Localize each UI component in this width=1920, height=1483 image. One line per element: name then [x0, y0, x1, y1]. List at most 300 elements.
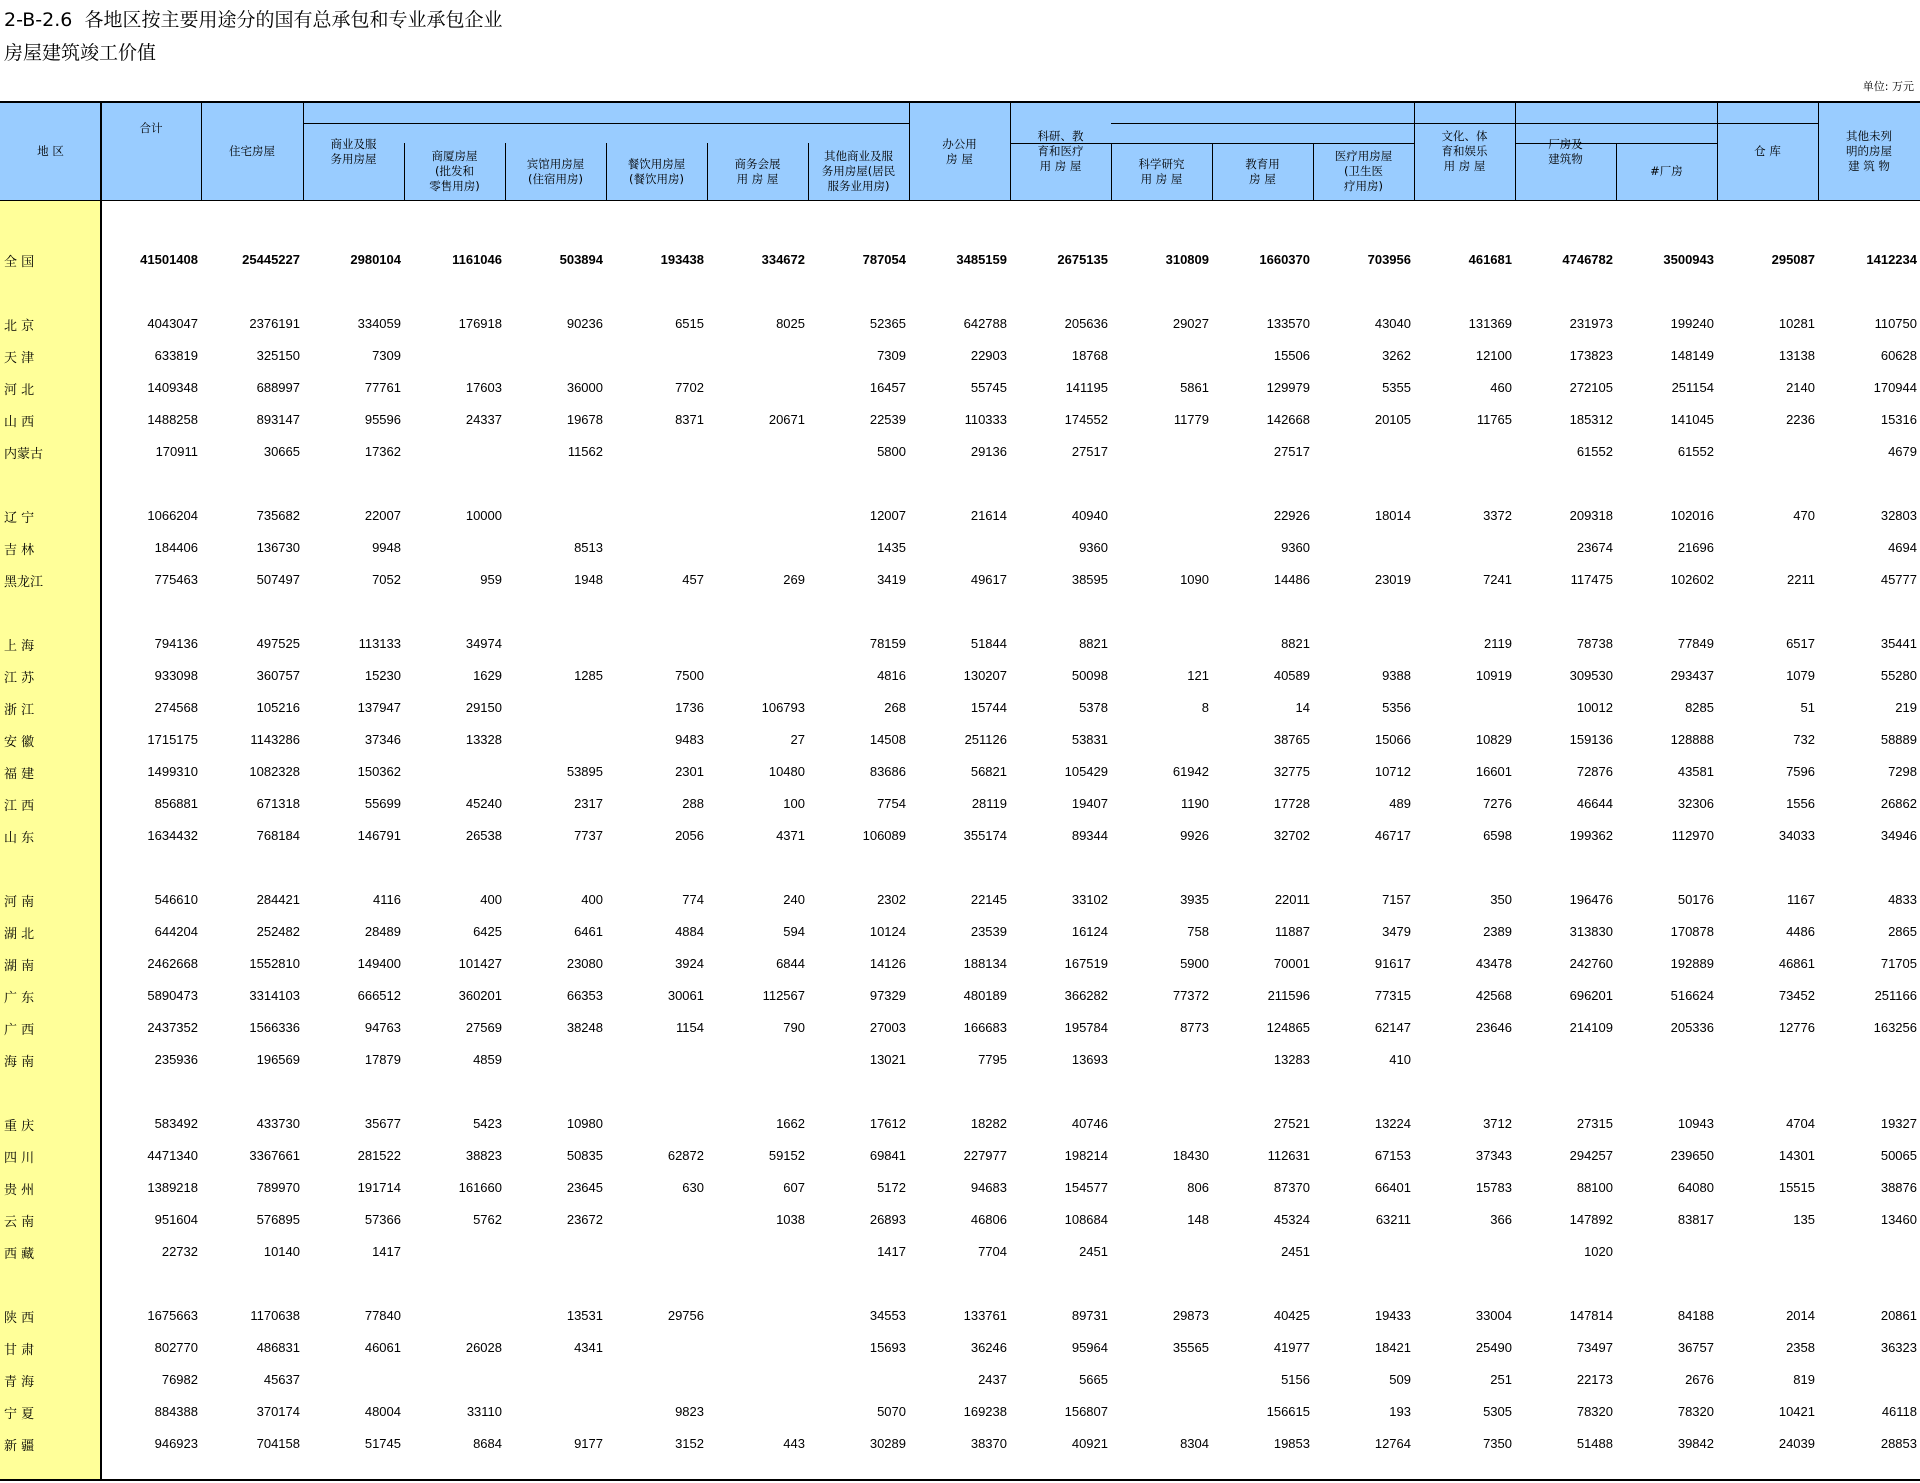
table-cell: 149400 — [357, 956, 401, 971]
table-cell: 3712 — [1483, 1116, 1512, 1131]
table-cell: 32306 — [1677, 796, 1714, 811]
table-cell: 112631 — [1267, 1148, 1310, 1163]
table-cell: 27 — [790, 732, 805, 747]
table-cell: 15783 — [1475, 1180, 1512, 1195]
region-name: 青 海 — [4, 1374, 35, 1390]
table-cell: 45324 — [1273, 1212, 1310, 1227]
table-cell — [707, 378, 805, 398]
table-cell: 1154 — [676, 1020, 704, 1035]
table-cell — [606, 1338, 704, 1358]
table-cell: 789970 — [256, 1180, 300, 1195]
region-name: 福 建 — [4, 766, 35, 782]
table-cell: 666512 — [357, 988, 401, 1003]
table-cell — [1313, 1242, 1411, 1262]
table-cell: 25445227 — [242, 252, 300, 267]
table-cell: 9823 — [675, 1404, 704, 1419]
table-cell — [707, 1338, 805, 1358]
table-cell: 775463 — [154, 572, 198, 587]
table-cell: 14486 — [1273, 572, 1310, 587]
row-region-label — [0, 1018, 100, 1038]
table-cell: 95964 — [1071, 1340, 1108, 1355]
table-cell: 576895 — [256, 1212, 300, 1227]
column-header: 科学研究 用 房 屋 — [1138, 156, 1185, 186]
row-region-label — [0, 506, 100, 526]
table-cell: 2317 — [574, 796, 603, 811]
table-cell: 4471340 — [147, 1148, 198, 1163]
table-cell: 136730 — [256, 540, 300, 555]
table-cell: 22926 — [1273, 508, 1310, 523]
table-cell: 76982 — [161, 1372, 198, 1387]
table-cell: 231973 — [1569, 316, 1613, 331]
row-region-label — [0, 410, 100, 430]
table-cell: 11562 — [567, 444, 603, 459]
table-cell: 46861 — [1778, 956, 1815, 971]
table-cell: 5355 — [1382, 380, 1411, 395]
table-cell: 108684 — [1064, 1212, 1108, 1227]
table-cell: 334059 — [357, 316, 401, 331]
table-cell — [1111, 634, 1209, 654]
table-cell: 2236 — [1786, 412, 1815, 427]
table-cell: 15515 — [1778, 1180, 1815, 1195]
table-cell — [1616, 1242, 1714, 1262]
table-cell: 294257 — [1569, 1148, 1613, 1163]
table-cell: 2140 — [1786, 380, 1815, 395]
table-cell: 51745 — [364, 1436, 401, 1451]
table-cell: 9948 — [372, 540, 401, 555]
table-cell: 1629 — [473, 668, 502, 683]
table-cell: 1020 — [1584, 1244, 1613, 1259]
table-cell: 10124 — [869, 924, 906, 939]
table-cell: 7309 — [372, 348, 401, 363]
table-cell: 43581 — [1677, 764, 1714, 779]
table-cell: 946923 — [154, 1436, 198, 1451]
table-cell: 27517 — [1071, 444, 1108, 459]
table-cell — [404, 538, 502, 558]
table-cell: 61552 — [1576, 444, 1613, 459]
table-cell: 7309 — [877, 348, 906, 363]
table-cell: 133761 — [963, 1308, 1007, 1323]
table-cell: 269 — [783, 572, 805, 587]
table-cell: 105429 — [1064, 764, 1108, 779]
table-cell: 7350 — [1483, 1436, 1512, 1451]
table-cell: 30061 — [667, 988, 704, 1003]
table-cell: 8773 — [1180, 1020, 1209, 1035]
table-cell: 51488 — [1576, 1436, 1613, 1451]
table-cell: 100 — [783, 796, 805, 811]
table-cell: 8821 — [1281, 636, 1310, 651]
table-cell: 199240 — [1670, 316, 1714, 331]
table-cell: 13021 — [869, 1052, 906, 1067]
row-region-label — [0, 1370, 100, 1390]
table-cell: 2376191 — [249, 316, 300, 331]
row-region-label — [0, 1210, 100, 1230]
table-cell: 196569 — [256, 1052, 300, 1067]
table-cell: 2462668 — [147, 956, 198, 971]
region-name: 辽 宁 — [4, 510, 35, 526]
table-cell: 355174 — [963, 828, 1007, 843]
table-cell: 6517 — [1786, 636, 1815, 651]
column-header: 合计 — [139, 120, 163, 135]
table-cell: 8821 — [1079, 636, 1108, 651]
table-cell: 1634432 — [147, 828, 198, 843]
table-cell: 22173 — [1576, 1372, 1613, 1387]
table-cell: 15316 — [1880, 412, 1917, 427]
table-cell: 5423 — [473, 1116, 502, 1131]
row-region-label — [0, 1434, 100, 1454]
table-cell: 101427 — [458, 956, 502, 971]
table-cell: 7241 — [1483, 572, 1512, 587]
table-cell: 27315 — [1576, 1116, 1613, 1131]
table-cell: 1409348 — [147, 380, 198, 395]
table-cell: 199362 — [1569, 828, 1613, 843]
row-region-label — [0, 986, 100, 1006]
table-cell: 933098 — [154, 668, 198, 683]
table-cell: 89731 — [1071, 1308, 1108, 1323]
table-cell — [1616, 1050, 1714, 1070]
table-cell: 10140 — [263, 1244, 300, 1259]
table-cell — [707, 1242, 805, 1262]
table-cell: 12776 — [1778, 1020, 1815, 1035]
region-separator — [100, 103, 102, 1479]
table-cell: 1190 — [1181, 796, 1209, 811]
table-cell — [1717, 442, 1815, 462]
table-cell: 33110 — [466, 1404, 502, 1419]
table-cell: 5900 — [1180, 956, 1209, 971]
table-cell — [1111, 1050, 1209, 1070]
table-cell: 16457 — [869, 380, 906, 395]
table-cell: 36757 — [1677, 1340, 1714, 1355]
table-cell: 9388 — [1382, 668, 1411, 683]
table-bottom-border — [0, 1479, 1920, 1481]
table-cell: 7704 — [978, 1244, 1007, 1259]
table-cell: 6598 — [1483, 828, 1512, 843]
table-cell: 480189 — [963, 988, 1007, 1003]
row-region-label — [0, 762, 100, 782]
table-cell — [505, 1402, 603, 1422]
column-header: 其他未列 明的房屋 建 筑 物 — [1846, 129, 1892, 173]
table-cell — [404, 1370, 502, 1390]
table-cell: 1556 — [1786, 796, 1815, 811]
table-cell: 95596 — [364, 412, 401, 427]
column-header: 科研、教 育和医疗 用 房 屋 — [1037, 129, 1084, 173]
table-cell: 27569 — [465, 1020, 502, 1035]
table-cell: 113133 — [358, 636, 401, 651]
table-cell: 10829 — [1475, 732, 1512, 747]
table-cell: 15066 — [1374, 732, 1411, 747]
table-cell: 10980 — [566, 1116, 603, 1131]
row-region-label — [0, 730, 100, 750]
table-cell: 169238 — [963, 1404, 1007, 1419]
table-cell: 23674 — [1576, 540, 1613, 555]
table-cell: 516624 — [1670, 988, 1714, 1003]
table-cell: 310809 — [1165, 252, 1209, 267]
table-cell: 184406 — [154, 540, 198, 555]
region-name: 浙 江 — [4, 702, 35, 718]
table-cell: 56821 — [970, 764, 1007, 779]
table-cell: 4679 — [1888, 444, 1917, 459]
table-cell: 27517 — [1273, 444, 1310, 459]
table-cell: 18768 — [1071, 348, 1108, 363]
region-name: 山 东 — [4, 830, 35, 846]
table-cell: 457 — [682, 572, 704, 587]
table-cell: 293437 — [1670, 668, 1714, 683]
table-cell: 38765 — [1273, 732, 1310, 747]
column-header: 仓 库 — [1754, 144, 1781, 158]
table-cell: 8304 — [1180, 1436, 1209, 1451]
table-cell: 133570 — [1266, 316, 1310, 331]
table-cell: 102602 — [1670, 572, 1714, 587]
table-cell — [1313, 634, 1411, 654]
table-cell: 33102 — [1071, 892, 1108, 907]
table-cell — [1414, 698, 1512, 718]
table-cell — [1313, 442, 1411, 462]
table-cell: 41501408 — [140, 252, 198, 267]
table-cell: 4746782 — [1562, 252, 1613, 267]
region-name: 天 津 — [4, 350, 35, 366]
table-cell: 2865 — [1888, 924, 1917, 939]
table-cell: 3314103 — [249, 988, 300, 1003]
table-cell — [707, 1402, 805, 1422]
table-cell — [1414, 442, 1512, 462]
table-cell: 219 — [1895, 700, 1917, 715]
table-cell: 46118 — [1881, 1404, 1917, 1419]
table-cell: 29027 — [1172, 316, 1209, 331]
table-cell: 509 — [1389, 1372, 1411, 1387]
table-cell: 5890473 — [147, 988, 198, 1003]
table-cell: 154577 — [1064, 1180, 1108, 1195]
table-cell: 13328 — [465, 732, 502, 747]
table-cell: 78320 — [1576, 1404, 1613, 1419]
table-cell: 1285 — [574, 668, 603, 683]
table-cell: 2389 — [1483, 924, 1512, 939]
table-cell: 77849 — [1677, 636, 1714, 651]
column-header: 教育用 房 屋 — [1245, 156, 1280, 186]
table-cell: 20671 — [768, 412, 805, 427]
table-cell: 40746 — [1071, 1116, 1108, 1131]
table-cell: 34553 — [869, 1308, 906, 1323]
column-header: 地 区 — [37, 144, 64, 158]
table-cell: 29756 — [667, 1308, 704, 1323]
table-cell: 5070 — [877, 1404, 906, 1419]
table-cell: 19327 — [1880, 1116, 1917, 1131]
table-cell: 30665 — [263, 444, 300, 459]
table-cell: 410 — [1389, 1052, 1411, 1067]
table-cell: 28119 — [971, 796, 1007, 811]
table-cell: 10712 — [1374, 764, 1411, 779]
table-cell — [1414, 538, 1512, 558]
row-region-label — [0, 378, 100, 398]
table-cell: 70001 — [1273, 956, 1310, 971]
table-cell: 17603 — [465, 380, 502, 395]
table-cell: 45240 — [465, 796, 502, 811]
table-cell: 193438 — [660, 252, 704, 267]
table-cell: 23539 — [970, 924, 1007, 939]
column-header: 厂房及 建筑物 — [1548, 136, 1583, 166]
table-cell — [1414, 1050, 1512, 1070]
table-cell: 1412234 — [1866, 252, 1917, 267]
table-cell: 4884 — [675, 924, 704, 939]
row-region-label — [0, 1242, 100, 1262]
table-cell: 9177 — [574, 1436, 603, 1451]
table-cell: 106793 — [761, 700, 805, 715]
table-cell: 1552810 — [249, 956, 300, 971]
table-cell: 3419 — [877, 572, 906, 587]
table-cell — [606, 1114, 704, 1134]
table-cell: 268 — [884, 700, 906, 715]
column-header: 商厦房屋 (批发和 零售用房) — [429, 149, 480, 193]
table-cell: 61942 — [1172, 764, 1209, 779]
region-name: 全 国 — [4, 254, 35, 270]
region-name: 吉 林 — [4, 542, 35, 558]
table-cell: 633819 — [154, 348, 198, 363]
table-cell: 110750 — [1874, 316, 1917, 331]
table-cell: 19853 — [1273, 1436, 1310, 1451]
table-cell: 2675135 — [1057, 252, 1108, 267]
table-cell: 5172 — [877, 1180, 906, 1195]
table-cell: 50098 — [1071, 668, 1108, 683]
table-cell: 45637 — [263, 1372, 300, 1387]
table-cell: 3367661 — [249, 1148, 300, 1163]
table-cell: 7157 — [1382, 892, 1411, 907]
region-name: 上 海 — [4, 638, 35, 654]
table-cell: 73497 — [1576, 1340, 1613, 1355]
table-cell — [505, 506, 603, 526]
table-cell: 2451 — [1281, 1244, 1310, 1259]
region-name: 宁 夏 — [4, 1406, 35, 1422]
table-cell: 129979 — [1266, 380, 1310, 395]
table-cell: 46061 — [364, 1340, 401, 1355]
table-cell: 211596 — [1267, 988, 1310, 1003]
table-cell: 370174 — [256, 1404, 300, 1419]
table-cell: 52365 — [869, 316, 906, 331]
table-cell — [505, 1050, 603, 1070]
table-cell — [505, 698, 603, 718]
table-cell — [707, 506, 805, 526]
table-cell: 21614 — [970, 508, 1007, 523]
table-cell: 87370 — [1273, 1180, 1310, 1195]
row-region-label — [0, 666, 100, 686]
table-cell: 7702 — [675, 380, 704, 395]
table-cell: 8684 — [473, 1436, 502, 1451]
table-cell: 94763 — [364, 1020, 401, 1035]
table-cell: 192889 — [1670, 956, 1714, 971]
table-cell: 61552 — [1677, 444, 1714, 459]
table-cell: 28853 — [1880, 1436, 1917, 1451]
table-cell: 295087 — [1771, 252, 1815, 267]
table-cell: 24039 — [1778, 1436, 1815, 1451]
region-name: 湖 南 — [4, 958, 35, 974]
table-cell: 2302 — [877, 892, 906, 907]
table-cell: 23019 — [1374, 572, 1411, 587]
table-cell: 173823 — [1569, 348, 1613, 363]
table-cell: 17728 — [1273, 796, 1310, 811]
table-cell: 23080 — [566, 956, 603, 971]
table-cell: 19407 — [1071, 796, 1108, 811]
table-cell: 146791 — [357, 828, 401, 843]
table-cell: 503894 — [559, 252, 603, 267]
table-cell: 5861 — [1180, 380, 1209, 395]
table-cell: 2211 — [1787, 572, 1815, 587]
table-cell: 17612 — [869, 1116, 906, 1131]
table-cell — [1111, 538, 1209, 558]
table-cell: 59152 — [768, 1148, 805, 1163]
table-cell: 148 — [1187, 1212, 1209, 1227]
table-cell: 4341 — [574, 1340, 603, 1355]
column-header: #厂房 — [1650, 164, 1683, 178]
table-cell: 166683 — [963, 1020, 1007, 1035]
region-name: 黑龙江 — [4, 574, 44, 590]
table-cell — [404, 1242, 502, 1262]
table-title-line2: 房屋建筑竣工价值 — [4, 42, 157, 64]
table-cell: 4043047 — [147, 316, 198, 331]
table-cell: 53831 — [1071, 732, 1108, 747]
table-cell: 37346 — [364, 732, 401, 747]
table-cell: 4859 — [473, 1052, 502, 1067]
table-cell: 489 — [1389, 796, 1411, 811]
row-region-label — [0, 314, 100, 334]
table-cell: 46806 — [970, 1212, 1007, 1227]
table-cell: 17879 — [364, 1052, 401, 1067]
table-cell: 8285 — [1685, 700, 1714, 715]
column-header: 宾馆用房屋 (住宿用房) — [526, 156, 585, 186]
table-cell — [1111, 1402, 1209, 1422]
table-cell: 15506 — [1273, 348, 1310, 363]
table-cell: 38595 — [1071, 572, 1108, 587]
table-cell: 15744 — [970, 700, 1007, 715]
row-region-label — [0, 890, 100, 910]
unit-label: 单位: 万元 — [1862, 80, 1914, 93]
table-cell: 2301 — [675, 764, 704, 779]
table-cell: 23645 — [566, 1180, 603, 1195]
table-cell: 9360 — [1281, 540, 1310, 555]
table-cell: 3479 — [1382, 924, 1411, 939]
region-name: 新 疆 — [4, 1438, 35, 1454]
table-cell: 32775 — [1273, 764, 1310, 779]
region-name: 河 北 — [4, 382, 35, 398]
row-region-label — [0, 922, 100, 942]
table-cell — [505, 1242, 603, 1262]
table-cell — [404, 346, 502, 366]
table-cell: 89344 — [1071, 828, 1108, 843]
table-cell: 26862 — [1880, 796, 1917, 811]
table-cell: 7052 — [372, 572, 401, 587]
table-cell: 22732 — [161, 1244, 198, 1259]
table-cell — [606, 1210, 704, 1230]
table-cell: 130207 — [963, 668, 1007, 683]
table-cell: 350 — [1490, 892, 1512, 907]
table-cell: 284421 — [256, 892, 300, 907]
table-cell: 893147 — [256, 412, 300, 427]
table-cell: 1715175 — [147, 732, 198, 747]
table-cell — [606, 506, 704, 526]
table-cell: 150362 — [357, 764, 401, 779]
table-cell: 205336 — [1670, 1020, 1714, 1035]
table-cell: 148149 — [1670, 348, 1714, 363]
table-cell — [606, 1242, 704, 1262]
table-cell: 51 — [1800, 700, 1815, 715]
table-cell: 7500 — [675, 668, 704, 683]
table-cell: 35565 — [1172, 1340, 1209, 1355]
table-cell: 11887 — [1274, 924, 1310, 939]
table-cell: 34974 — [465, 636, 502, 651]
table-cell: 1662 — [776, 1116, 805, 1131]
table-cell: 35441 — [1880, 636, 1917, 651]
row-region-label — [0, 794, 100, 814]
column-header: 商业及服 务用房屋 — [330, 136, 377, 166]
table-cell: 131369 — [1468, 316, 1512, 331]
table-cell: 38876 — [1880, 1180, 1917, 1195]
table-cell: 110333 — [964, 412, 1007, 427]
